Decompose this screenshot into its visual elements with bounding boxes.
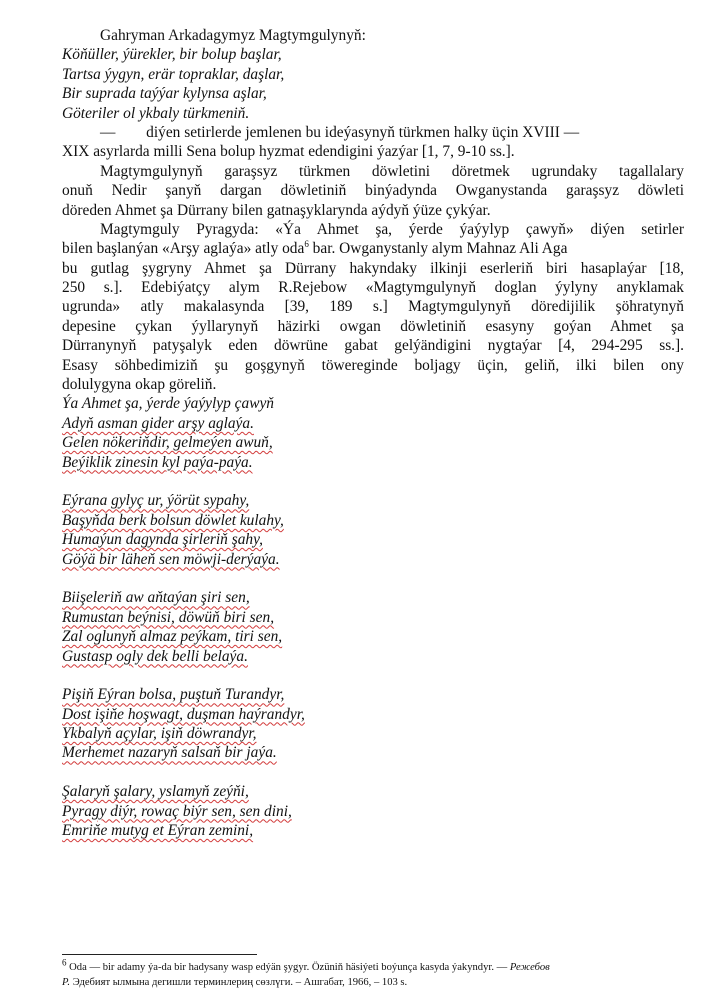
footnote-line-1 [62,957,690,975]
poem-line: Gustasp ogly dek belli belaýa. [62,647,248,665]
footnote-divider [62,954,257,955]
footnote [62,957,690,990]
paragraph-1-line-2: XIX asyrlarda milli Sena bolup hyzmat edendigini ýazýar [1, 7, 9-10 ss.]. [62,143,515,161]
footnote-number: 6 [62,957,67,968]
paragraph-3-line-2-head: bilen başlanýan «Arşy aglaýa» atly oda [62,240,305,258]
poem-line: Ýa Ahmet şa, ýerde ýaýylyp çawyň [62,395,274,413]
intro-heading: Gahryman Arkadagymyz Magtymgulynyň: [100,27,366,44]
paragraph-3-line-5: ugrunda» atly makalasynda [39, 189 s.] Magtymgulynyň döredijilik şöhratynyň [62,298,684,316]
paragraph-3-line-8: Esasy söhbedimiziň şu goşgynyň töwereginde boljagy üçin, geliň, ilki bilen ony [62,356,684,374]
poem [62,394,684,840]
poem-line: Dost işiňe hoşwagt, duşman haýrandyr, [62,705,305,723]
quote-line-1: Köňüller, ýürekler, bir bolup başlar, [62,46,282,64]
poem-line: Biişeleriň aw aňtaýan şiri sen, [62,589,250,607]
poem-line: Adyň asman gider arşy aglaýa. [62,414,254,432]
footnote-ref[interactable]: 6 [304,239,309,250]
poem-line: Eýrana gylyç ur, ýörüt sypahy, [62,492,250,510]
footnote-author: Режебов [509,962,550,973]
paragraph-2-line-3: döreden Ahmet şa Dürrany bilen gatnaşyklarynda aýdyň ýüze çykýar. [62,201,491,219]
paragraph-3-line-1: Magtymguly Pyragyda: «Ýa Ahmet şa, ýerde ýaýylyp çawyň» diýen setirler [100,220,684,238]
paragraph-3-line-6: depesine çykan ýyllarynyň häzirki owgan döwletiniň esasyny goýan Ahmet şa [62,317,684,335]
paragraph-3-line-4: 250 s.]. Edebiýatçy alym R.Rejebow «Magtymgulynyň doglan ýylyny anyklamak [62,279,684,297]
poem-line: Şalaryň şalary, yslamyň zeýňi, [62,783,249,801]
paragraph-3-line-2 [62,239,684,258]
footnote-author-initial: Р. [62,977,71,988]
paragraph-2-line-1: Magtymgulynyň garaşsyz türkmen döwletini döretmek ugrundaky tagallalary [100,162,684,180]
poem-line: Emriňe mutyg et Eýran zemini, [62,822,254,840]
paragraph-3-line-9: dolulygyna okap göreliň. [62,376,217,394]
paragraph-3-line-2-tail: bar. Owganystanly alym Mahnaz Ali Aga [308,240,568,258]
poem-line: Göýä bir läheň sen möwji-derýaýa. [62,550,280,568]
poem-line: Ykbalyň açylar, işiň döwrandyr, [62,725,257,743]
poem-line: Merhemet nazaryň salsaň bir jaýa. [62,744,277,762]
poem-line: Başyňda berk bolsun döwlet kulahy, [62,511,284,529]
quote-line-2: Tartsa ýygyn, erär topraklar, daşlar, [62,65,285,83]
quote-line-4: Göteriler ol ykbaly türkmeniň. [62,104,250,122]
stanza-gap [62,569,684,588]
paragraph-2-line-2: onuň Nedir şanyň dargan döwletiniň binýadynda Owganystanda garaşsyz döwleti [62,182,684,200]
paragraph-1-line-1: — diýen setirlerde jemlenen bu ideýasynyň türkmen halky üçin XVIII — [100,123,580,141]
poem-line: Beýiklik zinesin kyl paýa-paýa. [62,453,253,471]
poem-line: Pişiň Eýran bolsa, puştuň Turandyr, [62,686,285,704]
stanza-gap [62,763,684,782]
footnote-source: Эдебият ылмына дегишли терминлериң сөзлүги. – Ашгабат, 1966, – 103 s. [70,977,408,988]
stanza-gap [62,666,684,685]
poem-line: Rumustan beýnisi, döwüň biri sen, [62,608,275,626]
paragraph-3-line-3: bu gutlag şygryny Ahmet şa Dürrany hakyndaky ilkinji eserleriň biri hasaplaýar [18, [62,259,684,277]
poem-line: Pyragy diýr, rowaç biýr sen, sen dini, [62,802,292,820]
stanza-gap [62,472,684,491]
paragraph-3-line-7: Dürranynyň patyşalyk eden döwrüne gabat gelýändigini nygtaýar [4, 294-295 ss.]. [62,337,684,355]
document-page [62,26,684,840]
footnote-line-2 [62,975,690,990]
poem-line: Zal oglunyň almaz peýkam, tiri sen, [62,628,283,646]
poem-line: Humaýun dagynda şirleriň şahy, [62,531,263,549]
footnote-text: Oda — bir adamy ýa-da bir hadysany wasp edýän şygyr. Özüniň häsiýeti boýunça kasyda ýakyndyr. — [69,962,510,973]
poem-line: Gelen nökeriňdir, gelmeýen awuň, [62,434,273,452]
quote-line-3: Bir suprada taýýar kylynsa aşlar, [62,85,267,103]
